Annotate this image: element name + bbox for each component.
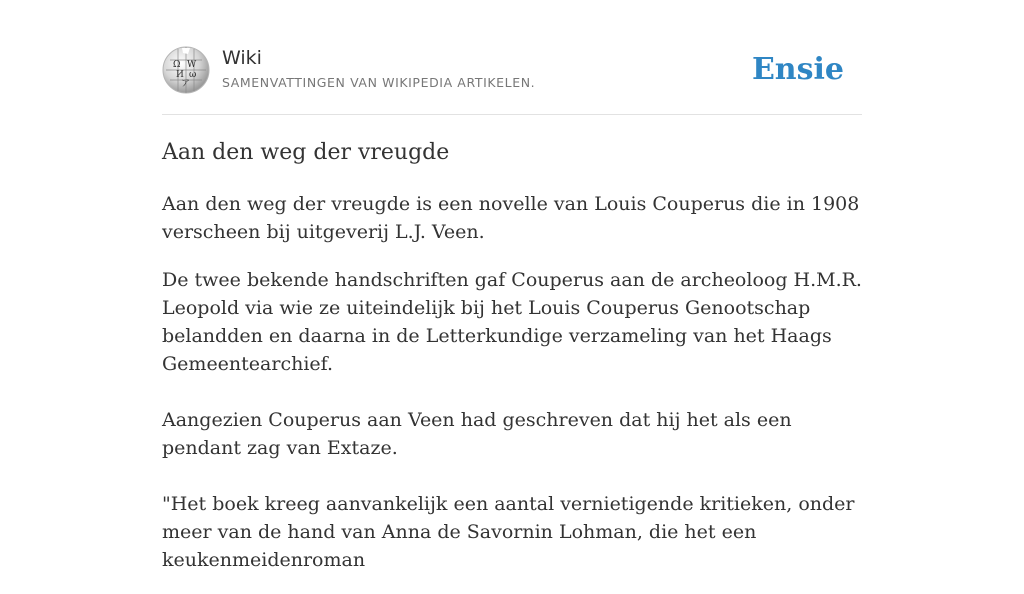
wikipedia-globe-icon[interactable] (162, 46, 210, 94)
svg-text:ア: ア (181, 79, 191, 89)
svg-text:ω: ω (189, 70, 197, 80)
site-header (162, 44, 862, 115)
site-name[interactable]: Wiki (222, 47, 262, 69)
svg-text:И: И (176, 70, 184, 80)
svg-text:Ω: Ω (173, 60, 181, 70)
ensie-brand-link[interactable]: Ensie (751, 52, 844, 87)
site-tagline: SAMENVATTINGEN VAN WIKIPEDIA ARTIKELEN. (222, 75, 536, 90)
svg-text:W: W (187, 60, 197, 70)
article (162, 136, 862, 594)
page-title: Aan den weg der vreugde (162, 140, 450, 165)
article-paragraph: De twee bekende handschriften gaf Couperus aan de archeoloog H.M.R. Leopold via wie ze uiteindelijk bij het Louis Couperus Genootschap belandden en daarna in de Letterkundige verzameling van het Haags Gemeentearchief. Aangezien Couperus aan Veen had geschreven dat hij het als een pendant zag van Extaze. "Het boek kreeg aanvankelijk een aantal vernietigende kritieken, onder meer van de hand van Anna de Savornin Lohman, die het een keukenmeidenroman (162, 269, 862, 571)
article-paragraph: Aan den weg der vreugde is een novelle van Louis Couperus die in 1908 verscheen bij uitgeverij L.J. Veen. (162, 193, 860, 243)
